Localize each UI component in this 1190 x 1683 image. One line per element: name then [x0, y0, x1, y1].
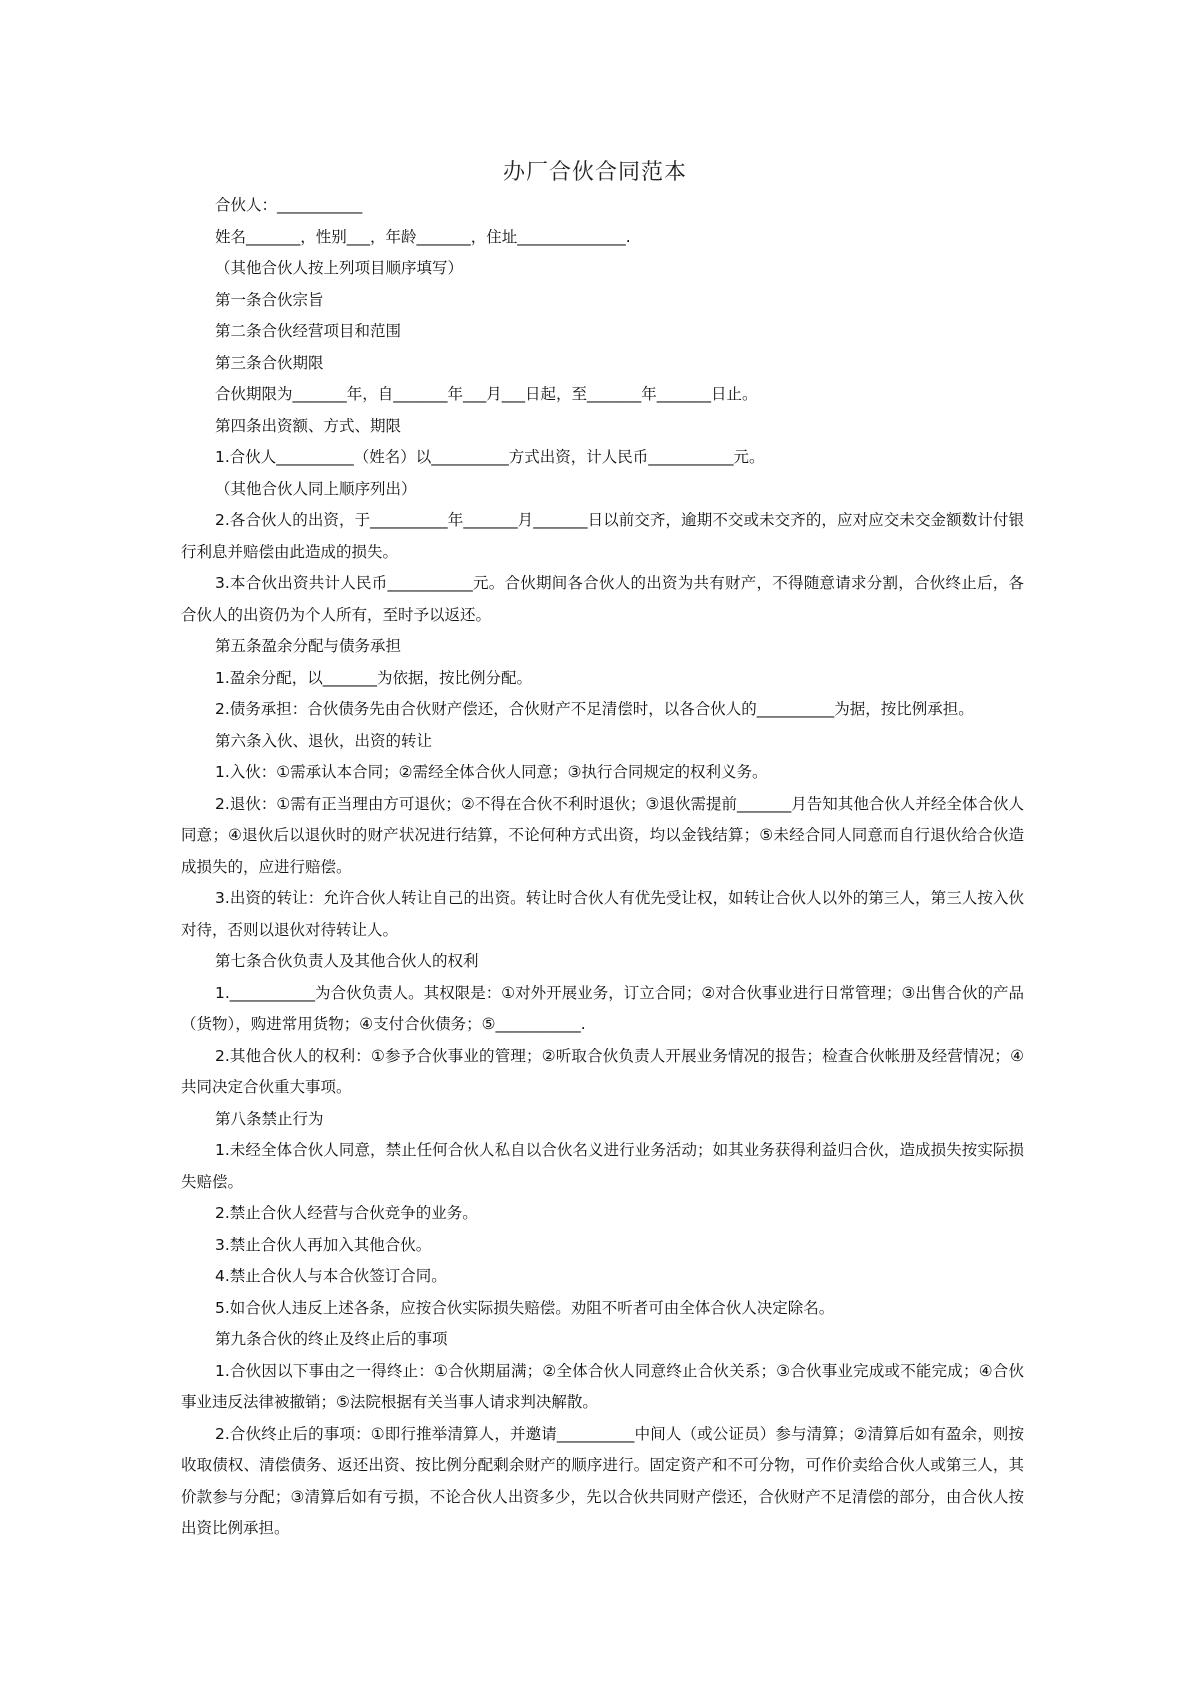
clause-paragraph: 2.退伙：①需有正当理由方可退伙；②不得在合伙不利时退伙；③退伙需提前_______月告知其他合伙人并经全体合伙人同意；④退伙后以退伙时的财产状况进行结算，不论何种方式出资，均以金钱结算；⑤未经合同人同意而自行退伙给合伙造成损失的，应进行赔偿。 [181, 794, 1024, 876]
article-heading: 第一条合伙宗旨 [215, 290, 324, 309]
clause-paragraph: 2.债务承担：合伙债务先由合伙财产偿还，合伙财产不足清偿时，以各合伙人的__________为据，按比例承担。 [215, 700, 974, 718]
clause-paragraph: 3.出资的转让：允许合伙人转让自己的出资。转让时合伙人有优先受让权，如转让合伙人以外的第三人，第三人按入伙对待，否则以退伙对待转让人。 [181, 889, 1024, 939]
paragraph-term: 合伙期限为_______年，自_______年___月___日起，至_______年_______日止。 [215, 385, 758, 403]
paragraph-note: （其他合伙人按上列项目顺序填写） [215, 259, 464, 277]
clause-paragraph: 1.合伙人__________（姓名）以__________方式出资，计人民币___________元。 [215, 448, 765, 466]
clause-paragraph: 2.各合伙人的出资，于__________年_______月_______日以前交齐，逾期不交或未交齐的，应对应交未交金额数计付银行利息并赔偿由此造成的损失。 [181, 511, 1024, 561]
article-heading: 第七条合伙负责人及其他合伙人的权利 [215, 952, 479, 970]
document-title: 办厂合伙合同范本 [502, 160, 687, 185]
paragraph-partner-info: 姓名_______，性别___，年龄_______，住址______________. [215, 227, 631, 246]
paragraph-note: （其他合伙人同上顺序列出） [215, 479, 417, 498]
article-heading: 第五条盈余分配与债务承担 [215, 637, 402, 655]
clause-paragraph: 1.合伙因以下事由之一得终止：①合伙期届满；②全体合伙人同意终止合伙关系；③合伙事业完成或不能完成；④合伙事业违反法律被撤销；⑤法院根据有关当事人请求判决解散。 [181, 1361, 1024, 1411]
document-body [181, 190, 1024, 1545]
clause-paragraph: 1.___________为合伙负责人。其权限是：①对外开展业务，订立合同；②对合伙事业进行日常管理；③出售合伙的产品（货物），购进常用货物；④支付合伙债务；⑤___________. [181, 983, 1024, 1033]
clause-paragraph: 5.如合伙人违反上述各条，应按合伙实际损失赔偿。劝阻不听者可由全体合伙人决定除名。 [215, 1298, 835, 1317]
article-heading: 第三条合伙期限 [215, 353, 324, 372]
article-heading: 第四条出资额、方式、期限 [215, 416, 402, 435]
clause-paragraph: 1.未经全体合伙人同意，禁止任何合伙人私自以合伙名义进行业务活动；如其业务获得利益归合伙，造成损失按实际损失赔偿。 [181, 1141, 1024, 1191]
article-heading: 第二条合伙经营项目和范围 [215, 322, 402, 340]
clause-paragraph: 3.本合伙出资共计人民币___________元。合伙期间各合伙人的出资为共有财产，不得随意请求分割，合伙终止后，各合伙人的出资仍为个人所有，至时予以返还。 [181, 574, 1024, 624]
clause-paragraph: 2.合伙终止后的事项：①即行推举清算人，并邀请__________中间人（或公证员）参与清算；②清算后如有盈余，则按收取债权、清偿债务、返还出资、按比例分配剩余财产的顺序进行。固定资产和不可分物，可作价卖给合伙人或第三人，其价款参与分配；③清算后如有亏损，不论合伙人出资多少，先以合伙共同财产偿还，合伙财产不足清偿的部分，由合伙人按出资比例承担。 [181, 1424, 1024, 1537]
article-heading: 第八条禁止行为 [215, 1109, 324, 1128]
clause-paragraph: 1.入伙：①需承认本合同；②需经全体合伙人同意；③执行合同规定的权利义务。 [215, 763, 768, 781]
article-heading: 第九条合伙的终止及终止后的事项 [215, 1330, 448, 1348]
clause-paragraph: 2.禁止合伙人经营与合伙竞争的业务。 [215, 1204, 478, 1222]
clause-paragraph: 2.其他合伙人的权利：①参予合伙事业的管理；②听取合伙负责人开展业务情况的报告；检查合伙帐册及经营情况；④共同决定合伙重大事项。 [181, 1046, 1024, 1096]
clause-paragraph: 4.禁止合伙人与本合伙签订合同。 [215, 1267, 447, 1285]
clause-paragraph: 3.禁止合伙人再加入其他合伙。 [215, 1235, 432, 1254]
clause-paragraph: 1.盈余分配，以_______为依据，按比例分配。 [215, 668, 533, 687]
paragraph-partner: 合伙人：___________ [215, 196, 363, 214]
article-heading: 第六条入伙、退伙，出资的转让 [215, 731, 433, 750]
